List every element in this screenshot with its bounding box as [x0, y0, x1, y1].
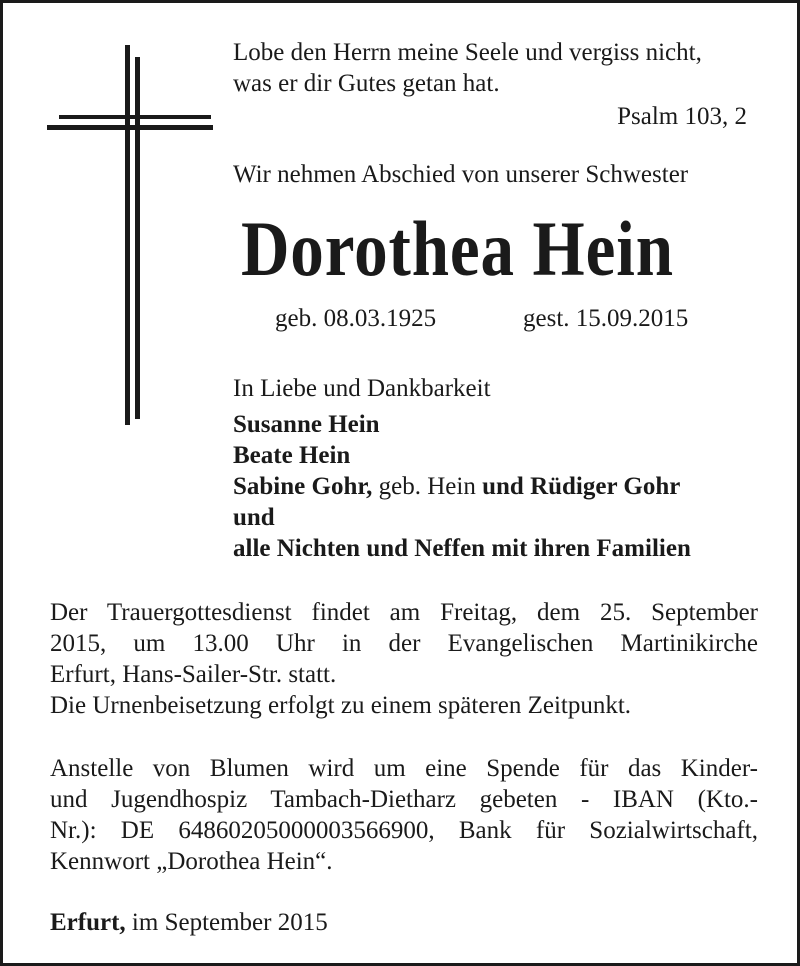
deceased-name: Dorothea Hein [241, 205, 674, 292]
farewell-line: Wir nehmen Abschied von unserer Schwester [233, 161, 689, 188]
closing-line [50, 907, 328, 938]
mourner-conjunction: und [233, 504, 275, 531]
closing-place: Erfurt, [50, 909, 126, 936]
service-line-2: 2015, um 13.00 Uhr in der Evangelischen Martinikirche [50, 630, 758, 657]
donation-line-3: Nr.): DE 64860205000003566900, Bank für Sozialwirtschaft, [50, 817, 758, 844]
psalm-line-2: was er dir Gutes getan hat. [233, 70, 500, 97]
mourner-3-partner: und Rüdiger Gohr [482, 473, 681, 500]
donation-line-1: Anstelle von Blumen wird um eine Spende für das Kinder- [50, 755, 758, 782]
birth-date: geb. 08.03.1925 [275, 305, 437, 332]
mourners-intro: In Liebe und Dankbarkeit [233, 375, 491, 402]
death-date: gest. 15.09.2015 [523, 305, 689, 332]
service-paragraph [50, 597, 758, 721]
mourner-3-name: Sabine Gohr, [233, 473, 373, 500]
psalm-reference: Psalm 103, 2 [617, 103, 747, 130]
mourner-1: Susanne Hein [233, 411, 380, 438]
cross-icon [47, 45, 213, 425]
mourner-family: alle Nichten und Neffen mit ihren Familien [233, 535, 691, 562]
service-line-4: Die Urnenbeisetzung erfolgt zu einem späteren Zeitpunkt. [50, 692, 632, 719]
psalm-line-1: Lobe den Herrn meine Seele und vergiss nicht, [233, 39, 702, 66]
mourner-3-maiden: geb. Hein [372, 473, 483, 500]
mourner-3 [233, 471, 691, 502]
mourners-list [233, 409, 691, 564]
service-line-1: Der Trauergottesdienst findet am Freitag, dem 25. September [50, 599, 758, 626]
psalm-quote [233, 37, 702, 99]
closing-date: im September 2015 [125, 909, 328, 936]
donation-paragraph [50, 753, 758, 877]
mourner-2: Beate Hein [233, 442, 351, 469]
donation-line-2: und Jugendhospiz Tambach-Dietharz gebeten - IBAN (Kto.- [50, 786, 758, 813]
donation-line-4: Kennwort „Dorothea Hein“. [50, 848, 333, 875]
service-line-3: Erfurt, Hans-Sailer-Str. statt. [50, 661, 337, 688]
